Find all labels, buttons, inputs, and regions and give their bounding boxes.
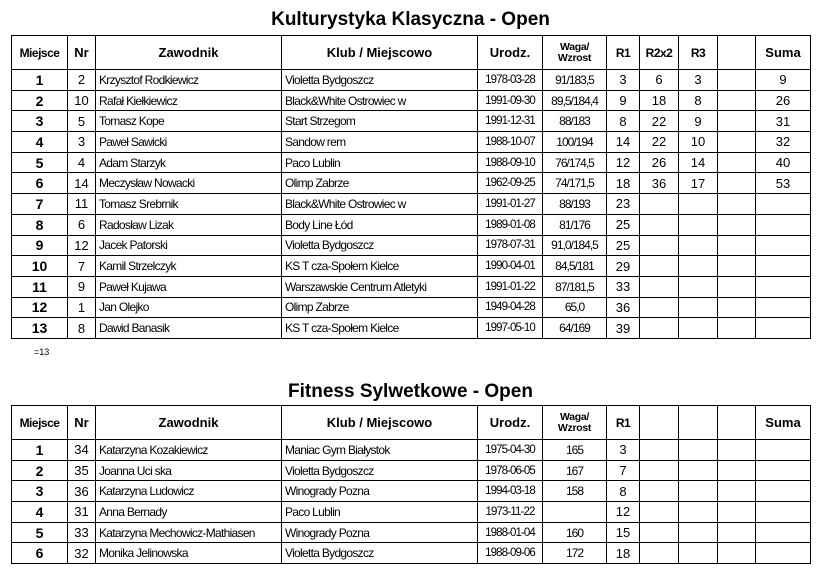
cell-extra — [718, 173, 756, 194]
cell-nr: 36 — [68, 481, 96, 502]
cell-extra — [718, 522, 756, 543]
cell-r1: 9 — [607, 90, 640, 111]
cell-extra — [718, 502, 756, 523]
cell-nr: 32 — [68, 543, 96, 564]
cell-nr: 2 — [68, 70, 96, 91]
cell-birthdate: 1962-09-25 — [478, 173, 543, 194]
cell-r2 — [640, 460, 679, 481]
cell-weight-height: 87/181,5 — [543, 276, 607, 297]
cell-name: Dawid Banasik — [96, 318, 282, 339]
cell-club: Violetta Bydgoszcz — [282, 70, 478, 91]
cell-nr: 14 — [68, 173, 96, 194]
cell-total: 32 — [756, 132, 811, 153]
header-nr: Nr — [68, 406, 96, 440]
cell-r2 — [640, 522, 679, 543]
cell-r3 — [679, 214, 718, 235]
cell-total: 9 — [756, 70, 811, 91]
cell-weight-height: 89,5/184,4 — [543, 90, 607, 111]
header-miejsce: Miejsce — [12, 406, 68, 440]
cell-r3 — [679, 502, 718, 523]
cell-r1: 23 — [607, 194, 640, 215]
header-klub: Klub / Miejscowo — [282, 36, 478, 70]
cell-r3 — [679, 318, 718, 339]
cell-nr: 3 — [68, 132, 96, 153]
cell-nr: 1 — [68, 297, 96, 318]
cell-place: 2 — [12, 460, 68, 481]
cell-club: Olimp Zabrze — [282, 297, 478, 318]
cell-r1: 8 — [607, 111, 640, 132]
cell-name: Paweł Sawicki — [96, 132, 282, 153]
cell-birthdate: 1988-09-06 — [478, 543, 543, 564]
cell-club: Black&White Ostrowiec w — [282, 90, 478, 111]
cell-r1: 15 — [607, 522, 640, 543]
cell-birthdate: 1988-09-10 — [478, 152, 543, 173]
cell-weight-height: 91/183,5 — [543, 70, 607, 91]
cell-r2 — [640, 297, 679, 318]
header-empty — [679, 406, 718, 440]
header-waga-wzrost: Waga/ Wzrost — [543, 36, 607, 70]
cell-club: Winogrady Pozna — [282, 481, 478, 502]
cell-r3: 14 — [679, 152, 718, 173]
table-row — [12, 235, 811, 256]
cell-place: 4 — [12, 502, 68, 523]
competitor-count-note: =13 — [34, 347, 50, 357]
cell-weight-height: 64/169 — [543, 318, 607, 339]
cell-extra — [718, 152, 756, 173]
cell-extra — [718, 460, 756, 481]
cell-r3 — [679, 543, 718, 564]
cell-extra — [718, 481, 756, 502]
cell-extra — [718, 111, 756, 132]
cell-r1: 3 — [607, 440, 640, 461]
table-row — [12, 502, 811, 523]
cell-total: 26 — [756, 90, 811, 111]
cell-extra — [718, 276, 756, 297]
cell-r3 — [679, 440, 718, 461]
cell-nr: 9 — [68, 276, 96, 297]
cell-extra — [718, 70, 756, 91]
cell-weight-height: 165 — [543, 440, 607, 461]
cell-birthdate: 1978-07-31 — [478, 235, 543, 256]
cell-r2: 36 — [640, 173, 679, 194]
cell-name: Anna Bernady — [96, 502, 282, 523]
cell-club: Violetta Bydgoszcz — [282, 235, 478, 256]
cell-extra — [718, 440, 756, 461]
cell-r3: 10 — [679, 132, 718, 153]
cell-weight-height: 81/176 — [543, 214, 607, 235]
section-title-kulturystyka: Kulturystyka Klasyczna - Open — [271, 9, 550, 30]
cell-total — [756, 481, 811, 502]
cell-total: 53 — [756, 173, 811, 194]
header-r1: R1 — [607, 36, 640, 70]
cell-r2: 22 — [640, 111, 679, 132]
cell-r3: 3 — [679, 70, 718, 91]
cell-place: 12 — [12, 297, 68, 318]
cell-r2 — [640, 276, 679, 297]
cell-place: 1 — [12, 70, 68, 91]
table-row — [12, 90, 811, 111]
cell-r1: 25 — [607, 214, 640, 235]
cell-extra — [718, 194, 756, 215]
cell-place: 4 — [12, 132, 68, 153]
cell-place: 1 — [12, 440, 68, 461]
cell-place: 8 — [12, 214, 68, 235]
header-empty — [718, 406, 756, 440]
header-empty — [640, 406, 679, 440]
cell-weight-height: 76/174,5 — [543, 152, 607, 173]
table-row — [12, 256, 811, 277]
cell-weight-height: 167 — [543, 460, 607, 481]
cell-r2: 22 — [640, 132, 679, 153]
cell-r1: 12 — [607, 502, 640, 523]
cell-weight-height: 88/183 — [543, 111, 607, 132]
cell-place: 3 — [12, 481, 68, 502]
cell-weight-height: 172 — [543, 543, 607, 564]
cell-total — [756, 543, 811, 564]
table-row — [12, 132, 811, 153]
header-miejsce: Miejsce — [12, 36, 68, 70]
cell-place: 6 — [12, 543, 68, 564]
cell-total: 31 — [756, 111, 811, 132]
cell-r2 — [640, 318, 679, 339]
table-row — [12, 543, 811, 564]
cell-name: Tomasz Kope — [96, 111, 282, 132]
cell-r3 — [679, 481, 718, 502]
cell-club: Winogrady Pozna — [282, 522, 478, 543]
cell-nr: 7 — [68, 256, 96, 277]
cell-nr: 5 — [68, 111, 96, 132]
cell-r1: 29 — [607, 256, 640, 277]
cell-total — [756, 256, 811, 277]
cell-name: Monika Jelinowska — [96, 543, 282, 564]
header-waga-wzrost: Waga/ Wzrost — [543, 406, 607, 440]
cell-name: Katarzyna Ludowicz — [96, 481, 282, 502]
cell-total — [756, 502, 811, 523]
cell-place: 3 — [12, 111, 68, 132]
cell-name: Paweł Kujawa — [96, 276, 282, 297]
cell-name: Tomasz Srebrnik — [96, 194, 282, 215]
cell-name: Radosław Lizak — [96, 214, 282, 235]
cell-place: 9 — [12, 235, 68, 256]
cell-r1: 18 — [607, 543, 640, 564]
cell-total — [756, 297, 811, 318]
cell-club: Olimp Zabrze — [282, 173, 478, 194]
cell-total — [756, 440, 811, 461]
cell-birthdate: 1991-01-22 — [478, 276, 543, 297]
cell-name: Katarzyna Mechowicz-Mathiasen — [96, 522, 282, 543]
header-urodz: Urodz. — [478, 36, 543, 70]
cell-birthdate: 1991-09-30 — [478, 90, 543, 111]
cell-r3 — [679, 276, 718, 297]
cell-r1: 36 — [607, 297, 640, 318]
cell-r2 — [640, 440, 679, 461]
table-row — [12, 111, 811, 132]
results-table-fitness — [11, 405, 811, 564]
cell-place: 2 — [12, 90, 68, 111]
cell-r3: 8 — [679, 90, 718, 111]
header-klub: Klub / Miejscowo — [282, 406, 478, 440]
cell-r3 — [679, 235, 718, 256]
header-r3: R3 — [679, 36, 718, 70]
cell-extra — [718, 132, 756, 153]
cell-nr: 11 — [68, 194, 96, 215]
cell-extra — [718, 235, 756, 256]
cell-name: Meczysław Nowacki — [96, 173, 282, 194]
cell-extra — [718, 256, 756, 277]
cell-club: Black&White Ostrowiec w — [282, 194, 478, 215]
cell-r3 — [679, 256, 718, 277]
cell-r3 — [679, 460, 718, 481]
cell-club: Sandow rem — [282, 132, 478, 153]
cell-name: Adam Starzyk — [96, 152, 282, 173]
cell-birthdate: 1989-01-08 — [478, 214, 543, 235]
cell-total — [756, 460, 811, 481]
table-row — [12, 460, 811, 481]
cell-total — [756, 318, 811, 339]
cell-club: Paco Lublin — [282, 152, 478, 173]
cell-r3: 17 — [679, 173, 718, 194]
cell-total: 40 — [756, 152, 811, 173]
cell-name: Kamil Strzelczyk — [96, 256, 282, 277]
cell-r3 — [679, 297, 718, 318]
header-suma: Suma — [756, 406, 811, 440]
cell-name: Joanna Uci ska — [96, 460, 282, 481]
cell-club: Violetta Bydgoszcz — [282, 543, 478, 564]
section-title-fitness: Fitness Sylwetkowe - Open — [288, 381, 533, 402]
cell-birthdate: 1973-11-22 — [478, 502, 543, 523]
cell-birthdate: 1997-05-10 — [478, 318, 543, 339]
header-empty — [718, 36, 756, 70]
cell-r2 — [640, 194, 679, 215]
header-zawodnik: Zawodnik — [96, 36, 282, 70]
table-row — [12, 152, 811, 173]
cell-r2 — [640, 481, 679, 502]
cell-name: Krzysztof Rodkiewicz — [96, 70, 282, 91]
cell-birthdate: 1978-06-05 — [478, 460, 543, 481]
table-row — [12, 194, 811, 215]
cell-r1: 7 — [607, 460, 640, 481]
cell-weight-height: 65,0 — [543, 297, 607, 318]
cell-r2 — [640, 502, 679, 523]
cell-place: 7 — [12, 194, 68, 215]
cell-place: 5 — [12, 152, 68, 173]
cell-birthdate: 1991-12-31 — [478, 111, 543, 132]
table-header-row — [12, 36, 811, 70]
cell-r1: 12 — [607, 152, 640, 173]
cell-weight-height: 74/171,5 — [543, 173, 607, 194]
cell-place: 13 — [12, 318, 68, 339]
cell-total — [756, 235, 811, 256]
cell-weight-height: 160 — [543, 522, 607, 543]
header-nr: Nr — [68, 36, 96, 70]
cell-nr: 12 — [68, 235, 96, 256]
cell-club: KS T cza-Społem Kielce — [282, 256, 478, 277]
cell-nr: 10 — [68, 90, 96, 111]
cell-name: Jacek Patorski — [96, 235, 282, 256]
cell-r3: 9 — [679, 111, 718, 132]
cell-weight-height: 158 — [543, 481, 607, 502]
cell-r1: 14 — [607, 132, 640, 153]
cell-weight-height: 84,5/181 — [543, 256, 607, 277]
cell-r3 — [679, 194, 718, 215]
cell-nr: 35 — [68, 460, 96, 481]
cell-birthdate: 1990-04-01 — [478, 256, 543, 277]
cell-nr: 33 — [68, 522, 96, 543]
header-r2x2: R2x2 — [640, 36, 679, 70]
table-row — [12, 173, 811, 194]
cell-birthdate: 1994-03-18 — [478, 481, 543, 502]
cell-extra — [718, 297, 756, 318]
cell-r2: 26 — [640, 152, 679, 173]
table-row — [12, 276, 811, 297]
cell-birthdate: 1975-04-30 — [478, 440, 543, 461]
header-zawodnik: Zawodnik — [96, 406, 282, 440]
cell-extra — [718, 543, 756, 564]
cell-r1: 25 — [607, 235, 640, 256]
cell-r2 — [640, 256, 679, 277]
cell-birthdate: 1988-01-04 — [478, 522, 543, 543]
cell-nr: 4 — [68, 152, 96, 173]
cell-club: Paco Lublin — [282, 502, 478, 523]
cell-r2 — [640, 543, 679, 564]
header-urodz: Urodz. — [478, 406, 543, 440]
cell-r1: 39 — [607, 318, 640, 339]
cell-r2: 18 — [640, 90, 679, 111]
cell-weight-height: 100/194 — [543, 132, 607, 153]
cell-r2 — [640, 214, 679, 235]
cell-place: 5 — [12, 522, 68, 543]
table-row — [12, 70, 811, 91]
cell-birthdate: 1978-03-28 — [478, 70, 543, 91]
table-header-row — [12, 406, 811, 440]
cell-r3 — [679, 522, 718, 543]
cell-nr: 6 — [68, 214, 96, 235]
cell-r2 — [640, 235, 679, 256]
cell-extra — [718, 214, 756, 235]
table-row — [12, 440, 811, 461]
cell-birthdate: 1991-01-27 — [478, 194, 543, 215]
cell-nr: 8 — [68, 318, 96, 339]
table-row — [12, 214, 811, 235]
cell-r1: 33 — [607, 276, 640, 297]
table-row — [12, 297, 811, 318]
header-r1: R1 — [607, 406, 640, 440]
cell-birthdate: 1949-04-28 — [478, 297, 543, 318]
cell-total — [756, 276, 811, 297]
cell-weight-height — [543, 502, 607, 523]
cell-total — [756, 522, 811, 543]
cell-place: 10 — [12, 256, 68, 277]
cell-club: KS T cza-Społem Kielce — [282, 318, 478, 339]
cell-club: Warszawskie Centrum Atletyki — [282, 276, 478, 297]
cell-extra — [718, 318, 756, 339]
table-row — [12, 481, 811, 502]
cell-club: Start Strzegom — [282, 111, 478, 132]
results-table-kulturystyka — [11, 35, 811, 339]
cell-r2: 6 — [640, 70, 679, 91]
cell-club: Violetta Bydgoszcz — [282, 460, 478, 481]
cell-total — [756, 194, 811, 215]
cell-birthdate: 1988-10-07 — [478, 132, 543, 153]
cell-r1: 18 — [607, 173, 640, 194]
cell-place: 6 — [12, 173, 68, 194]
cell-extra — [718, 90, 756, 111]
cell-name: Katarzyna Kozakiewicz — [96, 440, 282, 461]
table-row — [12, 318, 811, 339]
cell-club: Body Line Łód — [282, 214, 478, 235]
cell-nr: 34 — [68, 440, 96, 461]
cell-r1: 3 — [607, 70, 640, 91]
cell-weight-height: 91,0/184,5 — [543, 235, 607, 256]
header-suma: Suma — [756, 36, 811, 70]
cell-total — [756, 214, 811, 235]
cell-club: Maniac Gym Białystok — [282, 440, 478, 461]
cell-name: Jan Olejko — [96, 297, 282, 318]
table-row — [12, 522, 811, 543]
cell-nr: 31 — [68, 502, 96, 523]
cell-name: Rafał Kiełkiewicz — [96, 90, 282, 111]
cell-place: 11 — [12, 276, 68, 297]
cell-weight-height: 88/193 — [543, 194, 607, 215]
cell-r1: 8 — [607, 481, 640, 502]
